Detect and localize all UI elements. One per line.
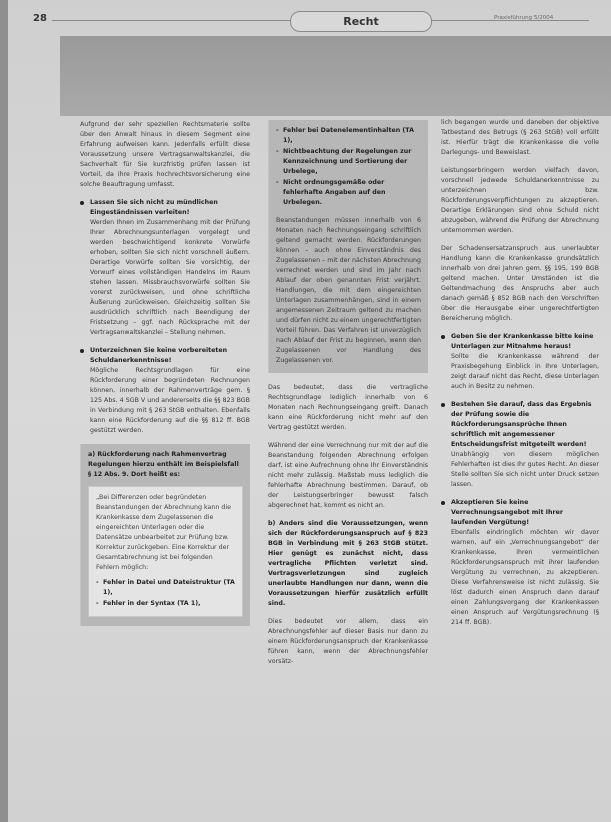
- issue-label: Praxisführung 5/2004: [494, 15, 554, 21]
- list-item: [441, 498, 599, 628]
- box-text: Beanstandungen müssen innerhalb von 6 Monaten nach Rechnungseingang schriftlich geltend gemacht werden. Rückforderungen können – auch ohne Einverständnis des Zugelassenen – mit der nächsten Abrechnung verrechnet werden und sind im Jahr nach Ablauf der oben genannten Frist verjährt. Handlungen, die mit dem eingereichten Unterlagen zusammenhängen, sind in einem angemessenen Zeitraum geltend zu machen und dürfen nicht zu einem ungerechtfertigten Vorteil führen. Das Verfahren ist unverzüglich nach Ablauf der Frist zu beginnen, wenn den Zugelassenen vor Handlung des Zugelassenen vor.: [276, 217, 422, 364]
- section-title: Recht: [290, 11, 432, 32]
- bullet-icon: [441, 501, 445, 505]
- list-item: [80, 346, 250, 436]
- top-shaded-band: [60, 36, 611, 116]
- quote-box: [88, 486, 243, 617]
- bullet-text: Ebenfalls eindringlich möchten wir davor warnen, auf ein „Verrechnungsangebot“ der Krankenkasse, ihren vermeintlichen Rückforderungsanspruch mit ihrer laufenden Vergütung zu verrechnen, zu akzeptieren. Diese Verfahrensweise ist nicht zulässig. Sie löst dadurch einen Anspruch dann darauf einen Zahlungsvorgang der Krankenkassen einen Anspruch auf Vergütungsrechnung (§ 214 ff. BGB).: [451, 529, 599, 626]
- contract-box-continued: [268, 120, 428, 373]
- list-item: - Fehler in der Syntax (TA 1),: [96, 599, 235, 609]
- paragraph: Dies bedeutet vor allem, dass ein Abrechnungsfehler auf dieser Basis nur dann zu einem Rückforderungsanspruch der Krankenkasse führen kann, wenn der Abrechnungsfehler vorsätz-: [268, 618, 428, 665]
- section-b-heading: b) Anders sind die Voraussetzungen, wenn sich der Rückforderungsanspruch auf § 823 BGB in Verbindung mit § 263 StGB stützt. Hier genügt es zunächst nicht, dass vertragliche Pflichten verletzt sind. Vertragsverletzungen sind zugleich unerlaubte Handlungen nur dann, wenn die Voraussetzungen hierfür zusätzlich erfüllt sind.: [268, 520, 428, 607]
- bullet-text: Mögliche Rechtsgrundlagen für eine Rückforderung einer begründeten Rechnungen können, innerhalb der Rahmenverträge gem. § 125 Abs. 4 SGB V und andererseits die §§ 823 BGB in Verbindung mit § 263 StGB enthalten. Ebenfalls kann eine Rückforderung auf die §§ 812 ff. BGB gestützt werden.: [90, 367, 250, 434]
- list-item: - Nicht ordnungsgemäße oder fehlerhafte Angaben auf den Urbelegen.: [276, 178, 421, 208]
- bullet-heading: Akzeptieren Sie keine Verrechnungsangebot mit Ihrer laufenden Vergütung!: [451, 499, 563, 526]
- bullet-heading: Unterzeichnen Sie keine vorbereiteten Schuldanerkenntnisse!: [90, 347, 228, 364]
- bullet-text: Unabhängig von diesem möglichen Fehlerhaften ist dies Ihr gutes Recht. An dieser Stelle sollten Sie sich nicht unter Druck setzen lassen.: [451, 451, 599, 488]
- bullet-icon: [80, 201, 84, 205]
- list-item: - Nichtbeachtung der Regelungen zur Kennzeichnung und Sortierung der Urbelege,: [276, 147, 421, 177]
- paragraph: Leistungserbringern werden vielfach davon, vorschnell jedwede Schuldanerkenntnisse zu unterzeichnen bzw. Rückforderungsverpflichtungen zu akzeptieren. Derartige Erklärungen sind ohne Schuld nicht abzugeben, während die Prüfung der Abrechnung unternommen werden.: [441, 167, 599, 234]
- contract-box-heading: a) Rückforderung nach Rahmenvertrag Regelungen hierzu enthält im Beispielsfall § 12 Abs. 9. Dort heißt es:: [88, 451, 239, 478]
- intro-paragraph: Aufgrund der sehr speziellen Rechtsmaterie sollte über den Anwalt hinaus in diesem Segment eine Erfahrung aufweisen kann. Jedenfalls erfüllt diese Voraussetzung unsere Vertragsanwaltskanzlei, die Sachverhalt für Sie kurzfristig prüfen lassen ist Vorteil, da ihre Praxis hochrechtsvorsicherung eine solche Beauftragung umfasst.: [80, 121, 250, 188]
- page-header: [8, 0, 611, 36]
- bullet-heading: Lassen Sie sich nicht zu mündlichen Eingeständnissen verleiten!: [90, 199, 218, 216]
- quote-text: „Bei Differenzen oder begründeten Beanstandungen der Abrechnung kann die Krankenkasse dem Zugelassenen die eingereichten Unterlagen oder die Datensätze unbearbeitet zur Prüfung bzw. Korrektur zurückgeben. Eine Korrektur der Gesamtabrechnung ist bei folgenden Fehlern möglich:: [96, 494, 231, 571]
- middle-column: [268, 120, 428, 675]
- bullet-icon: [441, 335, 445, 339]
- bullet-text: Sollte die Krankenkasse während der Praxisbegehung Einblick in Ihre Unterlagen, zeigt darauf nicht das Recht, diese Unterlagen auch in Besitz zu nehmen.: [451, 353, 599, 390]
- bullet-icon: [80, 349, 84, 353]
- paragraph: Der Schadensersatzanspruch aus unerlaubter Handlung kann die Krankenkasse grundsätzlich innerhalb von drei Jahren gem. §§ 195, 199 BGB geltend machen. Unter Umständen ist die Geltendmachung des Anspruchs aber auch danach gemäß § 852 BGB nach den Vorschriften über die Herausgabe einer ungerechtfertigten Bereicherung möglich.: [441, 245, 599, 322]
- error-list: [276, 126, 421, 208]
- bullet-text: Werden Ihnen im Zusammenhang mit der Prüfung Ihrer Abrechnungsunterlagen vorgelegt und werden beschwichtigend konkrete Vorwürfe erhoben, sollten Sie sich nicht vorschnell äußern. Derartige Vorwürfe sollten Sie vorsichtig, der Vorwurf eines vollständigen Handelns im Raum stehen lassen. Missbrauchsvorwürfe sollten Sie vorerst zurückweisen, und ohne schriftliche Äußerung zurückweisen. Gleichzeitig sollten Sie ausdrücklich schriftlich nach Beendigung der Fristsetzung – ggf. nach Rücksprache mit der Vertragsanwaltskanzlei – Stellung nehmen.: [90, 219, 250, 336]
- list-item: [80, 198, 250, 338]
- page-number: 28: [33, 13, 47, 24]
- contract-box: [80, 444, 250, 626]
- left-column: [80, 120, 250, 634]
- right-column: [441, 118, 599, 636]
- paragraph: Das bedeutet, dass die vertragliche Rechtsgrundlage lediglich innerhalb von 6 Monaten nach Rechnungseingang greift. Danach kann eine Rückforderung nicht mehr auf den Vertrag gestützt werden.: [268, 384, 428, 431]
- document-page: [8, 0, 611, 822]
- paragraph: lich begangen wurde und daneben der objektive Tatbestand des Betrugs (§ 263 StGB) voll erfüllt ist. Hierfür trägt die Krankenkasse die volle Darlegungs- und Beweislast.: [441, 119, 599, 156]
- paragraph: Während der eine Verrechnung nur mit der auf die Beanstandung folgenden Abrechnung erfolgen darf, ist eine Aufrechnung ohne Ihr Einverständnis nicht mehr zulässig. Maßstab muss lediglich die fehlerhafte Abrechnung bestimmen. Darauf, ob der Leistungserbringer bewusst falsch abgerechnet hat, kommt es nicht an.: [268, 442, 428, 509]
- bullet-heading: Geben Sie der Krankenkasse bitte keine Unterlagen zur Mitnahme heraus!: [451, 333, 594, 350]
- quote-list: [96, 578, 235, 609]
- list-item: - Fehler in Datei und Dateistruktur (TA 1),: [96, 578, 235, 598]
- list-item: [441, 332, 599, 392]
- list-item: [441, 400, 599, 490]
- bullet-icon: [441, 403, 445, 407]
- list-item: - Fehler bei Datenelementinhalten (TA 1),: [276, 126, 421, 146]
- bullet-heading: Bestehen Sie darauf, dass das Ergebnis der Prüfung sowie die Rückforderungsansprüche Ihnen schriftlich mit angemessener Entscheidungsfrist mitgeteilt werden!: [451, 401, 592, 448]
